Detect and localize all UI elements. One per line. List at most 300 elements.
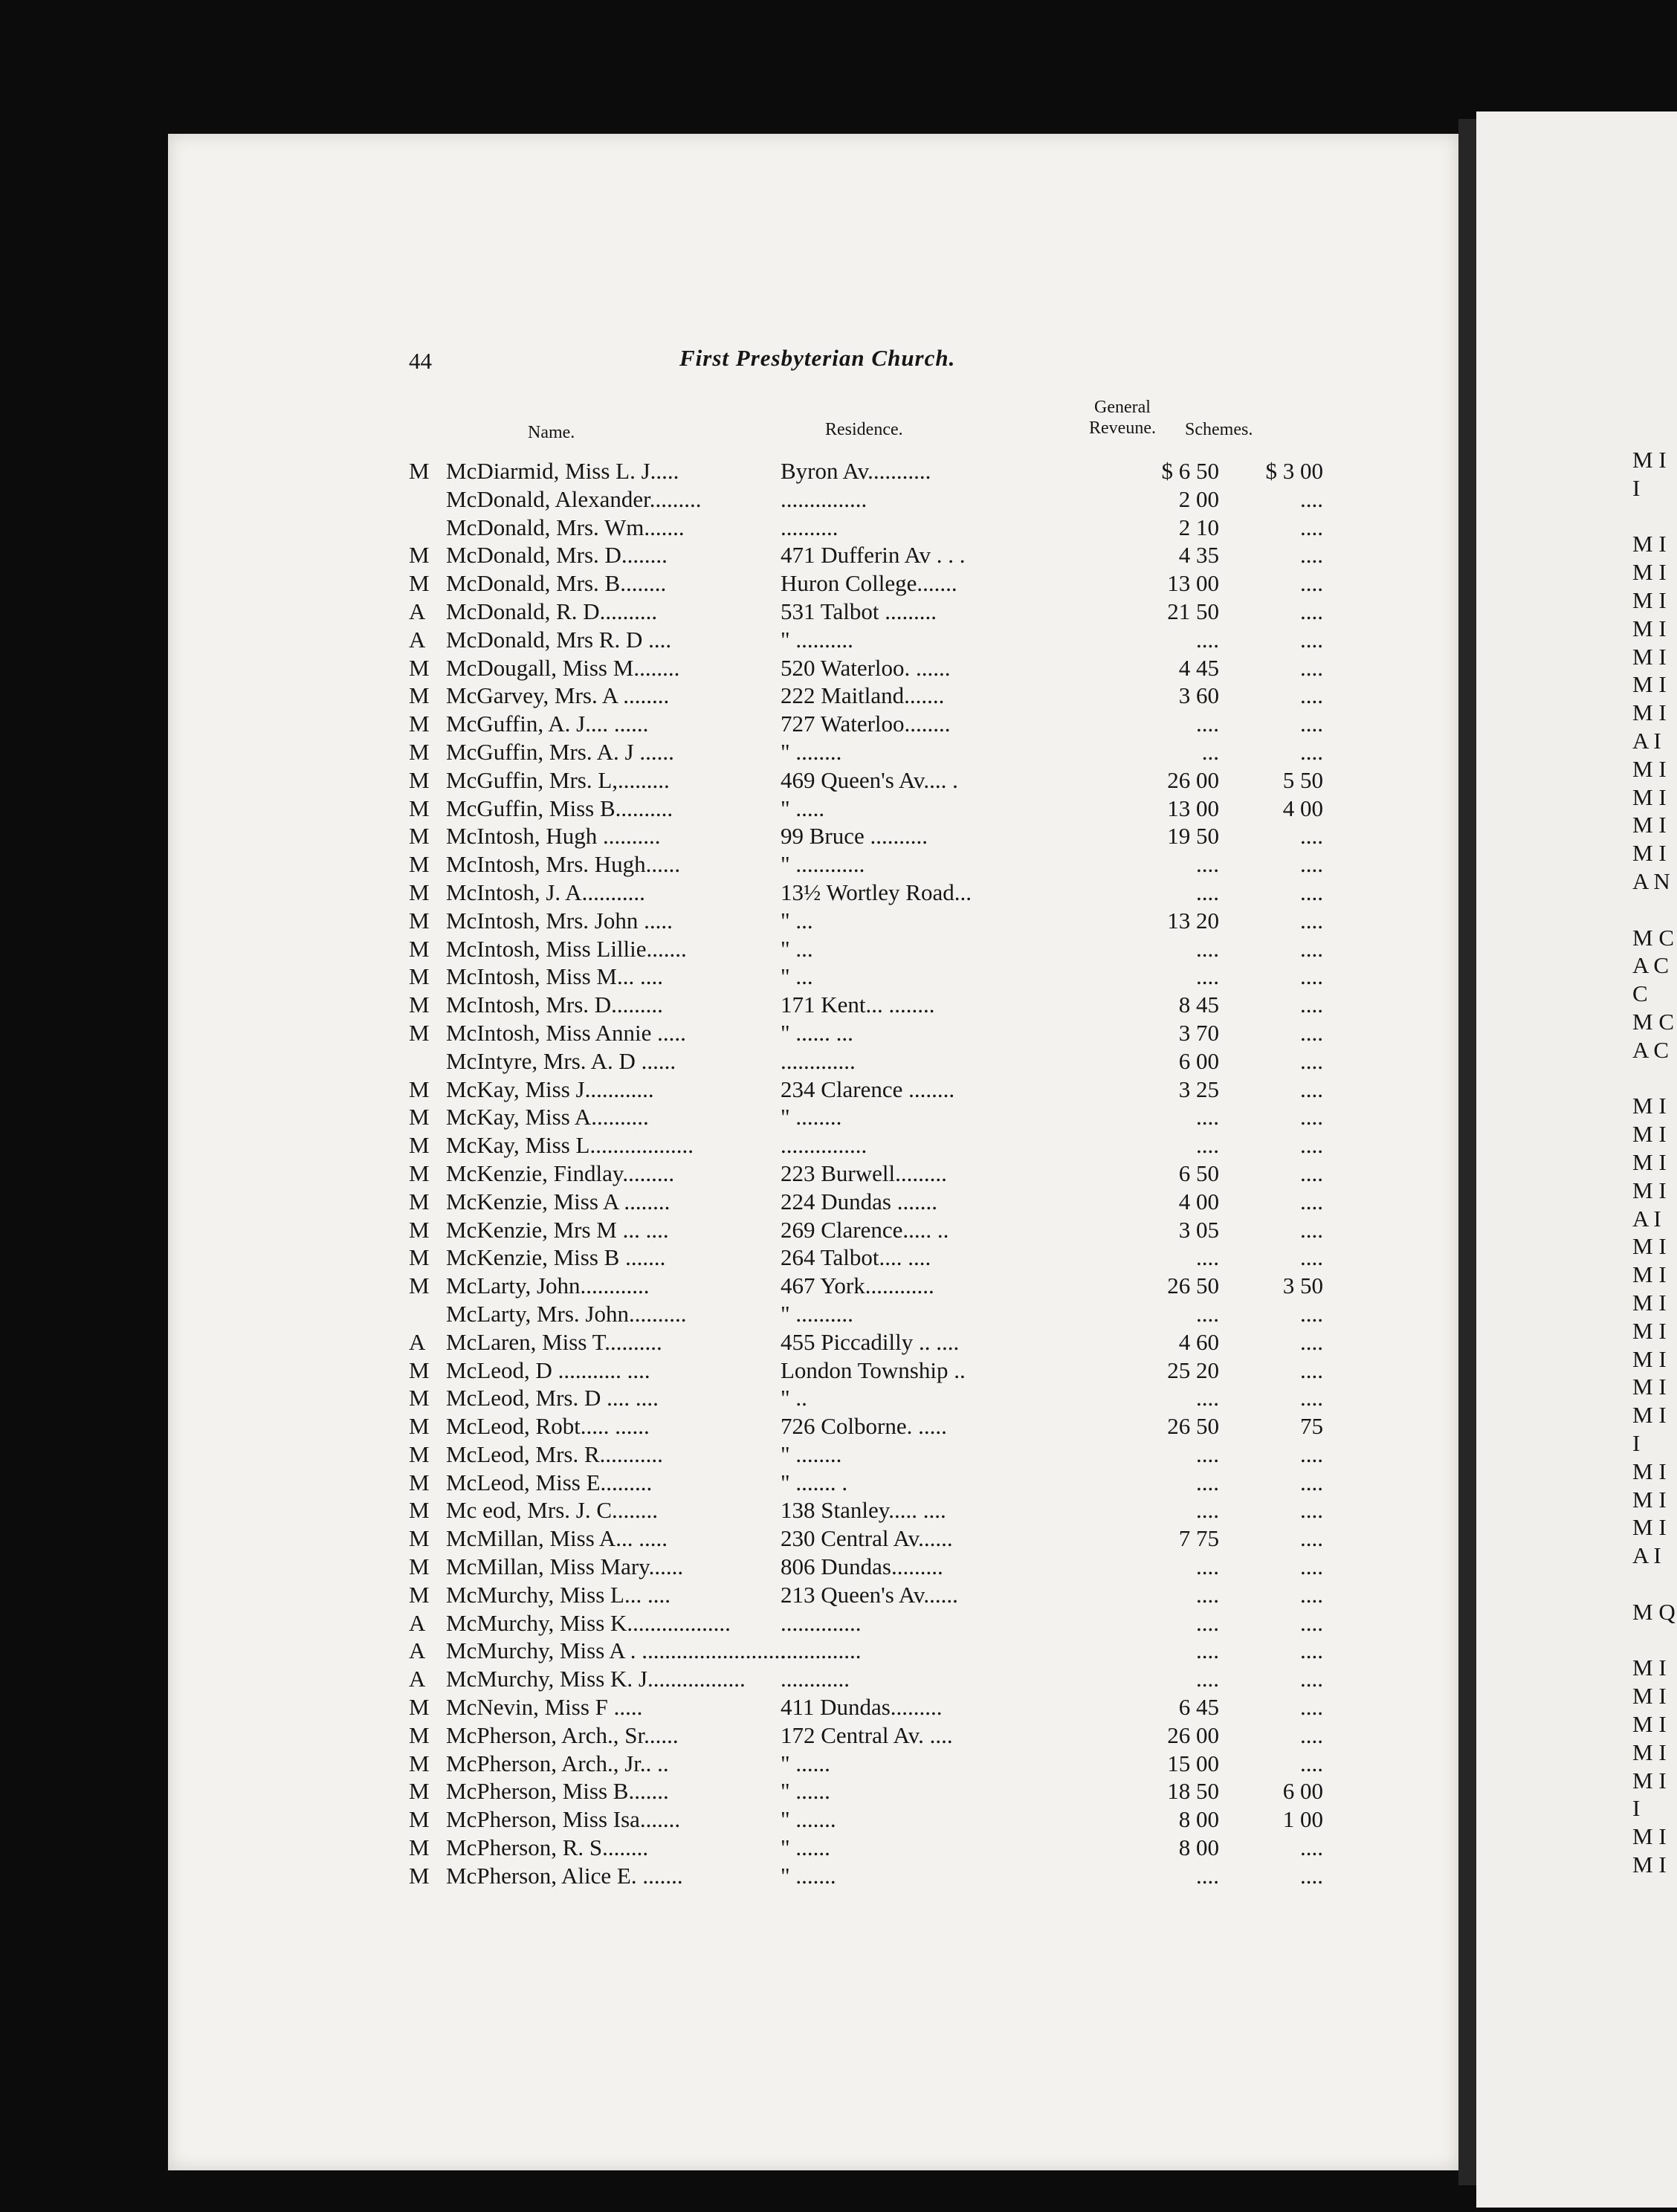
member-name: McDonald, Mrs R. D ....	[446, 626, 672, 653]
list-row	[409, 1524, 1323, 1553]
member-residence: " ...	[781, 907, 813, 934]
member-name: McIntosh, Miss Lillie.......	[446, 935, 687, 962]
facing-page-fragment: M I	[1632, 587, 1667, 613]
member-name: McDiarmid, Miss L. J.....	[446, 458, 679, 484]
member-mark: M	[409, 1581, 430, 1608]
schemes-amount: ....	[1300, 1019, 1323, 1046]
facing-page-fragment: M I	[1632, 1402, 1667, 1429]
list-row	[409, 850, 1323, 879]
member-name: McKenzie, Miss A ........	[446, 1188, 671, 1215]
member-mark: M	[409, 682, 430, 709]
general-revenue-amount: 3 25	[1178, 1076, 1219, 1102]
member-name: McMurchy, Miss K. J.................	[446, 1666, 746, 1692]
general-revenue-amount: ....	[1196, 963, 1219, 990]
schemes-amount: ....	[1300, 1666, 1323, 1692]
member-mark: M	[409, 1356, 430, 1383]
member-name: McPherson, Miss Isa.......	[446, 1806, 681, 1833]
general-revenue-amount: ....	[1196, 851, 1219, 878]
member-name: McLeod, D ........... ....	[446, 1356, 650, 1383]
list-row	[409, 1272, 1323, 1300]
member-name: McGarvey, Mrs. A ........	[446, 682, 670, 709]
list-row	[409, 1384, 1323, 1412]
schemes-amount: ....	[1300, 738, 1323, 765]
member-name: McLarty, John............	[446, 1272, 650, 1299]
list-row	[409, 935, 1323, 963]
list-row	[409, 541, 1323, 569]
member-mark: A	[409, 1328, 426, 1355]
general-revenue-amount: 21 50	[1167, 598, 1219, 624]
member-name: McGuffin, Miss B..........	[446, 795, 673, 821]
member-mark: M	[409, 458, 430, 484]
member-mark: M	[409, 654, 430, 681]
general-revenue-amount: 6 00	[1178, 1047, 1219, 1074]
general-revenue-amount: 26 50	[1167, 1272, 1219, 1299]
member-name: Mc eod, Mrs. J. C........	[446, 1497, 659, 1524]
member-residence: 13½ Wortley Road...	[781, 879, 972, 905]
schemes-amount: $ 3 00	[1265, 458, 1323, 484]
list-row	[409, 1047, 1323, 1076]
schemes-amount: 1 00	[1282, 1806, 1323, 1833]
member-residence: 224 Dundas .......	[781, 1188, 937, 1215]
schemes-amount: ....	[1300, 907, 1323, 934]
member-mark: M	[409, 1834, 430, 1861]
member-mark: M	[409, 1413, 430, 1440]
list-row	[409, 1076, 1323, 1104]
schemes-amount: ....	[1300, 1609, 1323, 1636]
schemes-amount: ....	[1300, 1216, 1323, 1243]
schemes-amount: ....	[1300, 1300, 1323, 1327]
schemes-amount: ....	[1300, 1440, 1323, 1467]
member-mark: M	[409, 1862, 430, 1889]
member-name: McKay, Miss J............	[446, 1076, 654, 1102]
member-mark: M	[409, 1244, 430, 1271]
member-residence: " ......	[781, 1750, 830, 1776]
schemes-amount: ....	[1300, 1834, 1323, 1861]
member-mark: M	[409, 1806, 430, 1833]
member-name: McIntyre, Mrs. A. D ......	[446, 1047, 676, 1074]
column-header-name: Name.	[528, 423, 575, 442]
schemes-amount: ....	[1300, 626, 1323, 653]
member-mark: M	[409, 766, 430, 793]
list-row	[409, 710, 1323, 738]
member-name: McPherson, Alice E. .......	[446, 1862, 683, 1889]
facing-page-fragment: M I	[1632, 699, 1667, 726]
facing-page-fragment: M I	[1632, 643, 1667, 670]
schemes-amount: ....	[1300, 879, 1323, 905]
member-residence: 726 Colborne. .....	[781, 1413, 947, 1440]
member-mark: M	[409, 795, 430, 821]
list-row	[409, 1356, 1323, 1385]
schemes-amount: ....	[1300, 851, 1323, 878]
member-mark: M	[409, 1497, 430, 1524]
list-row	[409, 1160, 1323, 1188]
member-name: McMurchy, Miss L... ....	[446, 1581, 671, 1608]
member-residence: London Township ..	[781, 1356, 966, 1383]
column-header-general-line2: Reveune.	[1089, 418, 1156, 438]
member-mark: M	[409, 1469, 430, 1495]
list-row	[409, 1777, 1323, 1805]
member-mark: M	[409, 1525, 430, 1552]
member-mark: M	[409, 1553, 430, 1580]
list-row	[409, 991, 1323, 1019]
schemes-amount: ....	[1300, 485, 1323, 512]
schemes-amount: ....	[1300, 1385, 1323, 1411]
general-revenue-amount: 8 00	[1178, 1834, 1219, 1861]
general-revenue-amount: ....	[1196, 1132, 1219, 1159]
member-name: McLeod, Miss E.........	[446, 1469, 653, 1495]
schemes-amount: ....	[1300, 1104, 1323, 1131]
member-residence: 411 Dundas.........	[781, 1694, 943, 1721]
general-revenue-amount: ....	[1196, 1104, 1219, 1131]
member-residence: " ..........	[781, 626, 853, 653]
member-residence: " .....	[781, 795, 825, 821]
member-residence: 138 Stanley..... ....	[781, 1497, 946, 1524]
list-row	[409, 485, 1323, 514]
general-revenue-amount: 19 50	[1167, 823, 1219, 850]
member-mark: M	[409, 851, 430, 878]
list-row	[409, 1693, 1323, 1721]
member-residence: " ........	[781, 1104, 842, 1131]
facing-page-fragment: M I	[1632, 671, 1667, 698]
general-revenue-amount: 13 00	[1167, 570, 1219, 597]
list-row	[409, 1553, 1323, 1581]
member-residence: " ..........	[781, 1300, 853, 1327]
member-mark: M	[409, 907, 430, 934]
general-revenue-amount: ....	[1196, 626, 1219, 653]
member-name: McIntosh, Miss M... ....	[446, 963, 663, 990]
general-revenue-amount: 26 50	[1167, 1413, 1219, 1440]
facing-page-fragment: M C	[1632, 1009, 1674, 1035]
schemes-amount: ....	[1300, 542, 1323, 569]
member-mark: A	[409, 598, 426, 624]
member-name: McMurchy, Miss K..................	[446, 1609, 731, 1636]
schemes-amount: ....	[1300, 823, 1323, 850]
page-title: First Presbyterian Church.	[679, 345, 956, 371]
member-residence: " ......	[781, 1834, 830, 1861]
member-residence: 213 Queen's Av......	[781, 1581, 958, 1608]
schemes-amount: ....	[1300, 992, 1323, 1018]
list-row	[409, 1300, 1323, 1328]
member-residence: 531 Talbot .........	[781, 598, 937, 624]
schemes-amount: ....	[1300, 1047, 1323, 1074]
list-row	[409, 682, 1323, 710]
facing-page-fragment: I	[1632, 1430, 1641, 1456]
facing-page-fragment: C	[1632, 980, 1648, 1007]
member-residence: Byron Av...........	[781, 458, 931, 484]
facing-page-fragment: A C	[1632, 1036, 1670, 1063]
column-header-general-line1: General	[1094, 398, 1151, 417]
facing-page-fragment: A N	[1632, 868, 1670, 894]
schemes-amount: ....	[1300, 1497, 1323, 1524]
schemes-amount: ....	[1300, 1637, 1323, 1664]
member-name: McPherson, Miss B.......	[446, 1778, 669, 1805]
list-row	[409, 1328, 1323, 1356]
general-revenue-amount: 13 00	[1167, 795, 1219, 821]
facing-page-fragment: A C	[1632, 952, 1670, 979]
member-residence: 230 Central Av......	[781, 1525, 953, 1552]
schemes-amount: ....	[1300, 1525, 1323, 1552]
facing-page-fragment: I	[1632, 1795, 1641, 1822]
facing-page-fragment: M I	[1632, 447, 1667, 473]
facing-page-fragment: M I	[1632, 1177, 1667, 1203]
member-residence: " ...... ...	[781, 1019, 853, 1046]
member-residence: " .......	[781, 1806, 836, 1833]
schemes-amount: ....	[1300, 1356, 1323, 1383]
member-residence: 172 Central Av. ....	[781, 1721, 953, 1748]
list-row	[409, 1496, 1323, 1524]
member-residence: 467 York............	[781, 1272, 934, 1299]
member-name: McIntosh, Mrs. John .....	[446, 907, 673, 934]
schemes-amount: ....	[1300, 1160, 1323, 1186]
general-revenue-amount: ....	[1196, 1581, 1219, 1608]
general-revenue-amount: 8 00	[1178, 1806, 1219, 1833]
member-residence: Huron College.......	[781, 570, 957, 597]
member-mark: M	[409, 1188, 430, 1215]
facing-page-fragment: M I	[1632, 1486, 1667, 1513]
member-name: McIntosh, Mrs. D.........	[446, 992, 663, 1018]
facing-page-fragment: M I	[1632, 1290, 1667, 1316]
schemes-amount: ....	[1300, 598, 1323, 624]
schemes-amount: ....	[1300, 1862, 1323, 1889]
member-mark: M	[409, 1216, 430, 1243]
list-row	[409, 1188, 1323, 1216]
schemes-amount: ....	[1300, 1188, 1323, 1215]
member-mark: A	[409, 1637, 426, 1664]
member-name: McDonald, R. D..........	[446, 598, 658, 624]
facing-page-fragment: A I	[1632, 1542, 1661, 1569]
facing-page-fragment: M I	[1632, 1149, 1667, 1175]
schemes-amount: 3 50	[1282, 1272, 1323, 1299]
member-name: McKenzie, Mrs M ... ....	[446, 1216, 669, 1243]
general-revenue-amount: 2 10	[1178, 514, 1219, 540]
subscriber-list	[409, 457, 1323, 1890]
schemes-amount: 5 50	[1282, 766, 1323, 793]
member-mark: M	[409, 1440, 430, 1467]
member-residence: ...............	[781, 485, 867, 512]
member-residence: " .......	[781, 1862, 836, 1889]
member-name: McMillan, Miss Mary......	[446, 1553, 684, 1580]
list-row	[409, 1581, 1323, 1609]
general-revenue-amount: 4 60	[1178, 1328, 1219, 1355]
member-mark: M	[409, 823, 430, 850]
facing-page-fragment: M I	[1632, 1374, 1667, 1400]
schemes-amount: 6 00	[1282, 1778, 1323, 1805]
member-name: McKay, Miss L..................	[446, 1132, 694, 1159]
list-row	[409, 457, 1323, 485]
member-mark: M	[409, 711, 430, 737]
schemes-amount: 4 00	[1282, 795, 1323, 821]
list-row	[409, 738, 1323, 766]
facing-page-fragment: M I	[1632, 1823, 1667, 1850]
schemes-amount: ....	[1300, 1721, 1323, 1748]
list-row	[409, 654, 1323, 682]
general-revenue-amount: ....	[1196, 1300, 1219, 1327]
member-mark: M	[409, 1104, 430, 1131]
member-residence: ............	[781, 1666, 850, 1692]
member-mark: M	[409, 963, 430, 990]
list-row	[409, 626, 1323, 654]
column-header-schemes: Schemes.	[1185, 420, 1253, 439]
list-row	[409, 569, 1323, 598]
list-row	[409, 1469, 1323, 1497]
facing-page-fragment: M I	[1632, 1345, 1667, 1372]
member-residence: " ..	[781, 1385, 807, 1411]
member-mark: M	[409, 1132, 430, 1159]
schemes-amount: ....	[1300, 711, 1323, 737]
facing-page-fragment: M I	[1632, 1767, 1667, 1794]
member-residence: 520 Waterloo. ......	[781, 654, 951, 681]
member-mark: M	[409, 738, 430, 765]
facing-page-fragment: M C	[1632, 924, 1674, 951]
facing-page-fragment: I	[1632, 474, 1641, 501]
facing-page-fragment: A I	[1632, 1205, 1661, 1232]
list-row	[409, 1440, 1323, 1469]
schemes-amount: ....	[1300, 1694, 1323, 1721]
member-residence: 234 Clarence ........	[781, 1076, 955, 1102]
list-row	[409, 1721, 1323, 1750]
member-residence: 171 Kent... ........	[781, 992, 935, 1018]
member-residence: 455 Piccadilly .. ....	[781, 1328, 960, 1355]
member-name: McKay, Miss A..........	[446, 1104, 649, 1131]
schemes-amount: ....	[1300, 1132, 1323, 1159]
list-row	[409, 822, 1323, 850]
member-mark: M	[409, 570, 430, 597]
general-revenue-amount: 15 00	[1167, 1750, 1219, 1776]
general-revenue-amount: ....	[1196, 1553, 1219, 1580]
column-header-general-revenue	[1070, 397, 1174, 439]
member-mark: A	[409, 1666, 426, 1692]
schemes-amount: ....	[1300, 1244, 1323, 1271]
member-residence: .............	[781, 1047, 856, 1074]
member-name: McPherson, Arch., Sr......	[446, 1721, 679, 1748]
member-name: McIntosh, Hugh ..........	[446, 823, 661, 850]
member-residence: 469 Queen's Av.... .	[781, 766, 958, 793]
member-residence: " ........	[781, 738, 842, 765]
general-revenue-amount: ...	[1201, 738, 1219, 765]
member-name: McLaren, Miss T..........	[446, 1328, 662, 1355]
list-row	[409, 1805, 1323, 1834]
member-name: McPherson, Arch., Jr.. ..	[446, 1750, 669, 1776]
member-mark: M	[409, 1019, 430, 1046]
schemes-amount: ....	[1300, 682, 1323, 709]
list-row	[409, 1103, 1323, 1131]
facing-page-fragment: M I	[1632, 1233, 1667, 1260]
member-name: McLeod, Mrs. D .... ....	[446, 1385, 659, 1411]
facing-page-fragment: M I	[1632, 1261, 1667, 1288]
member-name: McKenzie, Miss B .......	[446, 1244, 666, 1271]
member-residence: " ....... .	[781, 1469, 848, 1495]
general-revenue-amount: ....	[1196, 935, 1219, 962]
general-revenue-amount: 26 00	[1167, 1721, 1219, 1748]
member-mark: M	[409, 1160, 430, 1186]
member-residence: ..............	[781, 1609, 862, 1636]
member-mark: A	[409, 626, 426, 653]
facing-page-fragment: M I	[1632, 1093, 1667, 1119]
general-revenue-amount: 3 60	[1178, 682, 1219, 709]
member-residence: " ........	[781, 1440, 842, 1467]
member-residence: 223 Burwell.........	[781, 1160, 947, 1186]
member-residence: 471 Dufferin Av . . .	[781, 542, 966, 569]
schemes-amount: ....	[1300, 1469, 1323, 1495]
member-mark: M	[409, 1272, 430, 1299]
list-row	[409, 766, 1323, 795]
member-name: McIntosh, Mrs. Hugh......	[446, 851, 681, 878]
member-name: McGuffin, A. J.... ......	[446, 711, 649, 737]
facing-page-fragment: M I	[1632, 1514, 1667, 1541]
member-mark: M	[409, 879, 430, 905]
member-mark: M	[409, 1694, 430, 1721]
schemes-amount: ....	[1300, 963, 1323, 990]
schemes-amount: ....	[1300, 1076, 1323, 1102]
general-revenue-amount: ....	[1196, 879, 1219, 905]
schemes-amount: ....	[1300, 1553, 1323, 1580]
member-name: McKenzie, Findlay.........	[446, 1160, 675, 1186]
member-residence: 264 Talbot.... ....	[781, 1244, 931, 1271]
general-revenue-amount: 26 00	[1167, 766, 1219, 793]
member-name: McMillan, Miss A... .....	[446, 1525, 668, 1552]
list-row	[409, 514, 1323, 542]
general-revenue-amount: ....	[1196, 1385, 1219, 1411]
general-revenue-amount: 3 05	[1178, 1216, 1219, 1243]
list-row	[409, 1637, 1323, 1665]
member-mark: M	[409, 992, 430, 1018]
general-revenue-amount: ....	[1196, 1469, 1219, 1495]
general-revenue-amount: 6 50	[1178, 1160, 1219, 1186]
general-revenue-amount: ....	[1196, 1862, 1219, 1889]
schemes-amount: 75	[1300, 1413, 1323, 1440]
member-residence: " ...	[781, 935, 813, 962]
list-row	[409, 1412, 1323, 1440]
member-residence: " ...	[781, 963, 813, 990]
schemes-amount: ....	[1300, 1581, 1323, 1608]
member-residence: " ............	[781, 851, 865, 878]
facing-page-fragment: M Q	[1632, 1598, 1676, 1625]
schemes-amount: ....	[1300, 514, 1323, 540]
member-mark: M	[409, 542, 430, 569]
list-row	[409, 1244, 1323, 1272]
facing-page-fragment: M I	[1632, 1121, 1667, 1148]
general-revenue-amount: 6 45	[1178, 1694, 1219, 1721]
general-revenue-amount: ....	[1196, 1637, 1219, 1664]
facing-page-fragment: M I	[1632, 783, 1667, 810]
general-revenue-amount: 18 50	[1167, 1778, 1219, 1805]
facing-page-fragment: M I	[1632, 1683, 1667, 1710]
member-name: McDonald, Mrs. D........	[446, 542, 668, 569]
general-revenue-amount: 7 75	[1178, 1525, 1219, 1552]
member-residence: 99 Bruce ..........	[781, 823, 928, 850]
general-revenue-amount: 13 20	[1167, 907, 1219, 934]
facing-page-fragment: M I	[1632, 1655, 1667, 1681]
member-name: McLarty, Mrs. John..........	[446, 1300, 687, 1327]
member-mark: M	[409, 1385, 430, 1411]
general-revenue-amount: 4 45	[1178, 654, 1219, 681]
facing-page-fragment: M I	[1632, 812, 1667, 838]
member-residence: ..............	[781, 1637, 862, 1664]
member-mark: M	[409, 935, 430, 962]
book-gutter	[1458, 119, 1476, 2185]
facing-page-fragment: M I	[1632, 559, 1667, 586]
member-name: McDougall, Miss M........	[446, 654, 680, 681]
member-name: McIntosh, Miss Annie .....	[446, 1019, 686, 1046]
facing-page-fragment: M I	[1632, 615, 1667, 641]
general-revenue-amount: 8 45	[1178, 992, 1219, 1018]
list-row	[409, 963, 1323, 991]
schemes-amount: ....	[1300, 1750, 1323, 1776]
schemes-amount: ....	[1300, 935, 1323, 962]
facing-page-fragment: A I	[1632, 728, 1661, 754]
schemes-amount: ....	[1300, 654, 1323, 681]
general-revenue-amount: 3 70	[1178, 1019, 1219, 1046]
